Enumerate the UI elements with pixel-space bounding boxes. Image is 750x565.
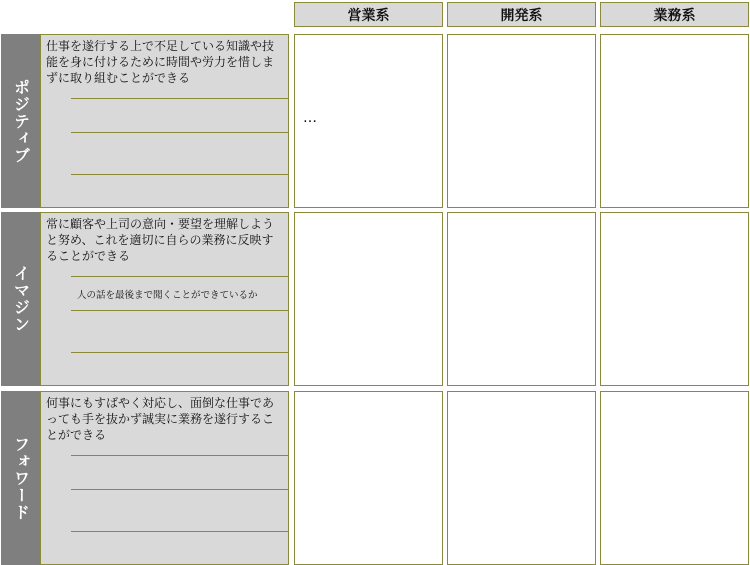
cell-development[interactable]	[447, 391, 596, 565]
checklist-item[interactable]	[71, 489, 288, 531]
row-label-imagine	[1, 212, 41, 386]
checklist-item[interactable]	[71, 310, 288, 352]
cell-operations[interactable]	[600, 34, 749, 208]
cell-development[interactable]	[447, 212, 596, 386]
row-label-positive	[1, 34, 41, 208]
row-description: 仕事を遂行する上で不足している知識や技能を身に付けるために時間や労力を惜しまずに取り組むことができる	[46, 39, 275, 85]
checklist-item[interactable]	[71, 455, 288, 489]
cell-sales[interactable]	[294, 391, 443, 565]
column-header-sales: 営業系	[294, 2, 443, 27]
cell-sales[interactable]	[294, 212, 443, 386]
cell-sales[interactable]	[294, 34, 443, 208]
column-header-operations: 業務系	[600, 2, 749, 27]
row-description-box	[40, 212, 289, 386]
checklist-item[interactable]	[71, 531, 288, 564]
cell-operations[interactable]	[600, 212, 749, 386]
row-label-text: フォワード	[11, 435, 31, 521]
row-description: 常に顧客や上司の意向・要望を理解しようと努め、これを適切に自らの業務に反映することができる	[46, 217, 275, 263]
row-label-text: イマジン	[11, 265, 31, 333]
checklist-item[interactable]	[71, 132, 288, 174]
row-label-forward	[1, 391, 41, 565]
row-description: 何事にもすばやく対応し、面倒な仕事であっても手を抜かず誠実に業務を遂行することができる	[46, 396, 275, 442]
row-description-box	[40, 391, 289, 565]
checklist-item[interactable]	[71, 174, 288, 207]
cell-text: …	[303, 110, 317, 126]
checklist-item[interactable]	[71, 98, 288, 132]
row-label-text: ポジティブ	[11, 78, 31, 164]
row-description-box	[40, 34, 289, 208]
cell-development[interactable]	[447, 34, 596, 208]
checklist-item[interactable]: 人の話を最後まで聞くことができているか	[71, 276, 288, 310]
cell-operations[interactable]	[600, 391, 749, 565]
checklist-item[interactable]	[71, 352, 288, 385]
column-header-development: 開発系	[447, 2, 596, 27]
